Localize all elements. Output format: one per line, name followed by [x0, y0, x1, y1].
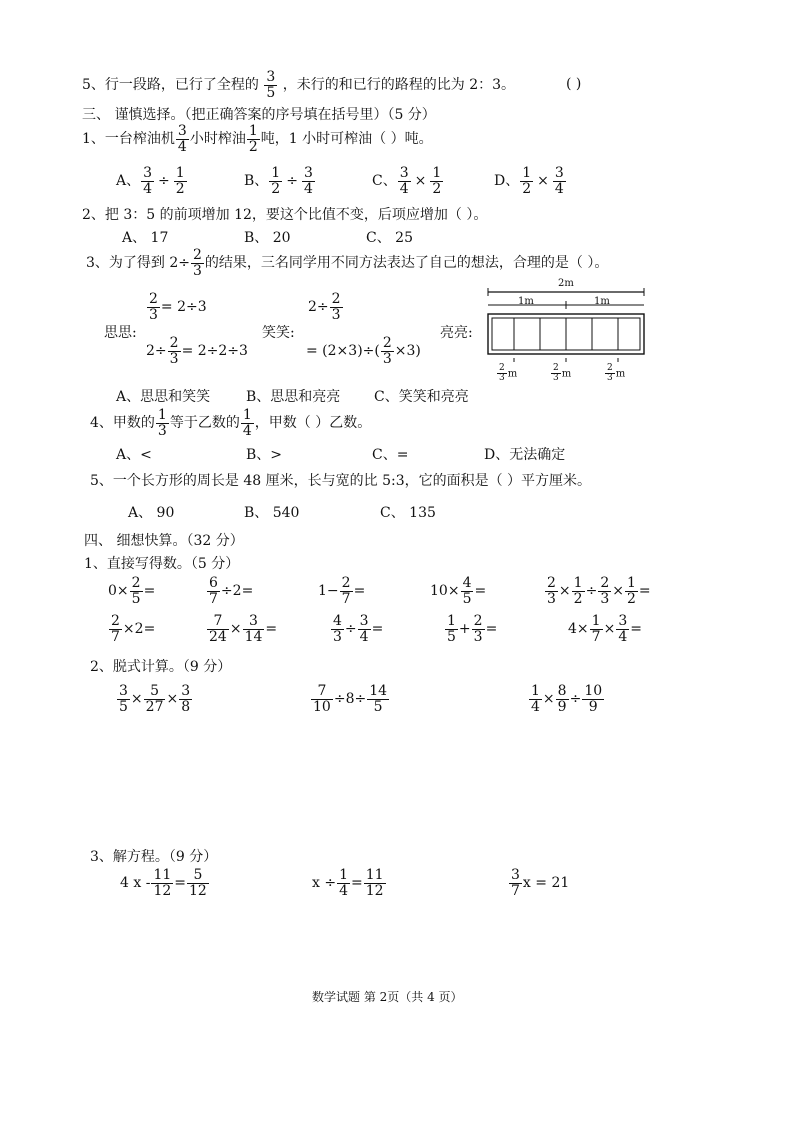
calc-4: 10× $\frac{4}{5}$ = [430, 575, 487, 607]
choice-q4-option-b[interactable]: B、> [246, 447, 283, 463]
xiaoxiao-line2: = (2×3)÷( $\frac{2}{3}$ ×3) [306, 335, 421, 367]
choice-q5-option-c[interactable]: C、 135 [380, 505, 436, 521]
choice-q5: 5、一个长方形的周长是 48 厘米，长与宽的比 5:3，它的面积是（ ）平方厘米。 [90, 473, 592, 489]
part-1-title: 1、直接写得数。（5 分） [84, 556, 240, 572]
page-footer: 数学试题 第 2页（共 4 页） [312, 990, 463, 1004]
equation-3: $\frac{3}{7}$ x = 21 [511, 867, 570, 899]
choice-q1: 1、一台榨油机 $\frac{3}{4}$ 小时榨油 $\frac{1}{2}$ 吨，1 小时可榨油（ ）吨。 [82, 123, 433, 155]
choice-q4-option-d[interactable]: D、无法确定 [484, 447, 566, 463]
xiaoxiao-line1: 2÷ $\frac{2}{3}$ [308, 291, 341, 323]
part-3-title: 3、解方程。（9 分） [90, 849, 218, 865]
xiaoxiao-label: 笑笑: [262, 325, 295, 341]
choice-q1-option-d[interactable]: D、 $\frac{1}{2}$ × $\frac{3}{4}$ [494, 165, 564, 197]
stepwise-1: $\frac{3}{5}$ × $\frac{5}{27}$ × $\frac{3}{8}$ [119, 683, 191, 715]
choice-q3-option-b[interactable]: B、思思和亮亮 [246, 389, 341, 405]
choice-q4-option-c[interactable]: C、= [372, 447, 409, 463]
sisi-label: 思思: [104, 325, 137, 341]
calc-8: $\frac{4}{3}$ ÷ $\frac{3}{4}$ = [333, 613, 384, 645]
choice-q1-option-a[interactable]: A、 $\frac{3}{4}$ ÷ $\frac{1}{2}$ [116, 165, 185, 197]
section-4-title: 四、 细想快算。（32 分） [84, 533, 244, 549]
judge-q5: 5、行一段路，已行了全程的 $\frac{3}{5}$ ，未行的和已行的路程的比为 2：3。 [82, 69, 516, 101]
choice-q3: 3、为了得到 2÷ $\frac{2}{3}$ 的结果，三名同学用不同方法表达了自己的想法，合理的是（ ）。 [86, 247, 609, 279]
diagram-label-2: $\frac{2}{3}$ m [553, 363, 572, 384]
choice-q5-option-a[interactable]: A、 90 [128, 505, 175, 521]
diagram-1m-a: 1m [518, 296, 534, 307]
choice-q4-option-a[interactable]: A、< [116, 447, 152, 463]
calc-2: $\frac{6}{7}$ ÷2= [209, 575, 254, 607]
equation-2: x ÷ $\frac{1}{4}$ = $\frac{11}{12}$ [312, 867, 384, 899]
choice-q4: 4、甲数的 $\frac{1}{3}$ 等于乙数的 $\frac{1}{4}$ ，甲数（ ）乙数。 [90, 407, 372, 439]
calc-7: $\frac{7}{24}$ × $\frac{3}{14}$ = [209, 613, 278, 645]
choice-q1-option-c[interactable]: C、 $\frac{3}{4}$ × $\frac{1}{2}$ [372, 165, 442, 197]
choice-q3-option-c[interactable]: C、笑笑和亮亮 [374, 389, 469, 405]
sisi-line1: $\frac{2}{3}$ = 2÷3 [149, 291, 207, 323]
choice-q5-option-b[interactable]: B、 540 [244, 505, 300, 521]
choice-q2-option-b[interactable]: B、 20 [244, 230, 291, 246]
answer-paren[interactable]: ( ) [566, 76, 582, 92]
equation-1: 4 x - $\frac{11}{12}$ = $\frac{5}{12}$ [120, 867, 207, 899]
segment-diagram [484, 278, 654, 388]
stepwise-2: $\frac{7}{10}$ ÷8÷ $\frac{14}{5}$ [313, 683, 388, 715]
calc-5: $\frac{2}{3}$ × $\frac{1}{2}$ ÷ $\frac{2}{3}$ × $\frac{1}{2}$ = [547, 575, 651, 607]
diagram-label-1: $\frac{2}{3}$ m [499, 363, 518, 384]
diagram-1m-b: 1m [594, 296, 610, 307]
stepwise-3: $\frac{1}{4}$ × $\frac{8}{9}$ ÷ $\frac{10}{9}$ [531, 683, 603, 715]
choice-q2: 2、把 3：5 的前项增加 12，要这个比值不变，后项应增加（ ）。 [82, 207, 488, 223]
sisi-line2: 2÷ $\frac{2}{3}$ = 2÷2÷3 [146, 335, 248, 367]
choice-q1-option-b[interactable]: B、 $\frac{1}{2}$ ÷ $\frac{3}{4}$ [244, 165, 313, 197]
choice-q3-option-a[interactable]: A、思思和笑笑 [116, 389, 211, 405]
calc-1: 0× $\frac{2}{5}$ = [108, 575, 156, 607]
choice-q2-option-c[interactable]: C、 25 [366, 230, 413, 246]
calc-9: $\frac{1}{5}$ + $\frac{2}{3}$ = [447, 613, 498, 645]
part-2-title: 2、脱式计算。（9 分） [90, 659, 232, 675]
choice-q2-option-a[interactable]: A、 17 [122, 230, 169, 246]
calc-6: $\frac{2}{7}$ ×2= [111, 613, 156, 645]
calc-10: 4× $\frac{1}{7}$ × $\frac{3}{4}$ = [568, 613, 642, 645]
fraction: $\frac{3}{5}$ [266, 69, 276, 101]
diagram-label-3: $\frac{2}{3}$ m [607, 363, 626, 384]
diagram-2m: 2m [558, 278, 574, 289]
calc-3: 1− $\frac{2}{7}$ = [318, 575, 366, 607]
liangliang-label: 亮亮: [440, 325, 473, 341]
section-3-title: 三、 谨慎选择。（把正确答案的序号填在括号里）（5 分） [82, 107, 436, 123]
